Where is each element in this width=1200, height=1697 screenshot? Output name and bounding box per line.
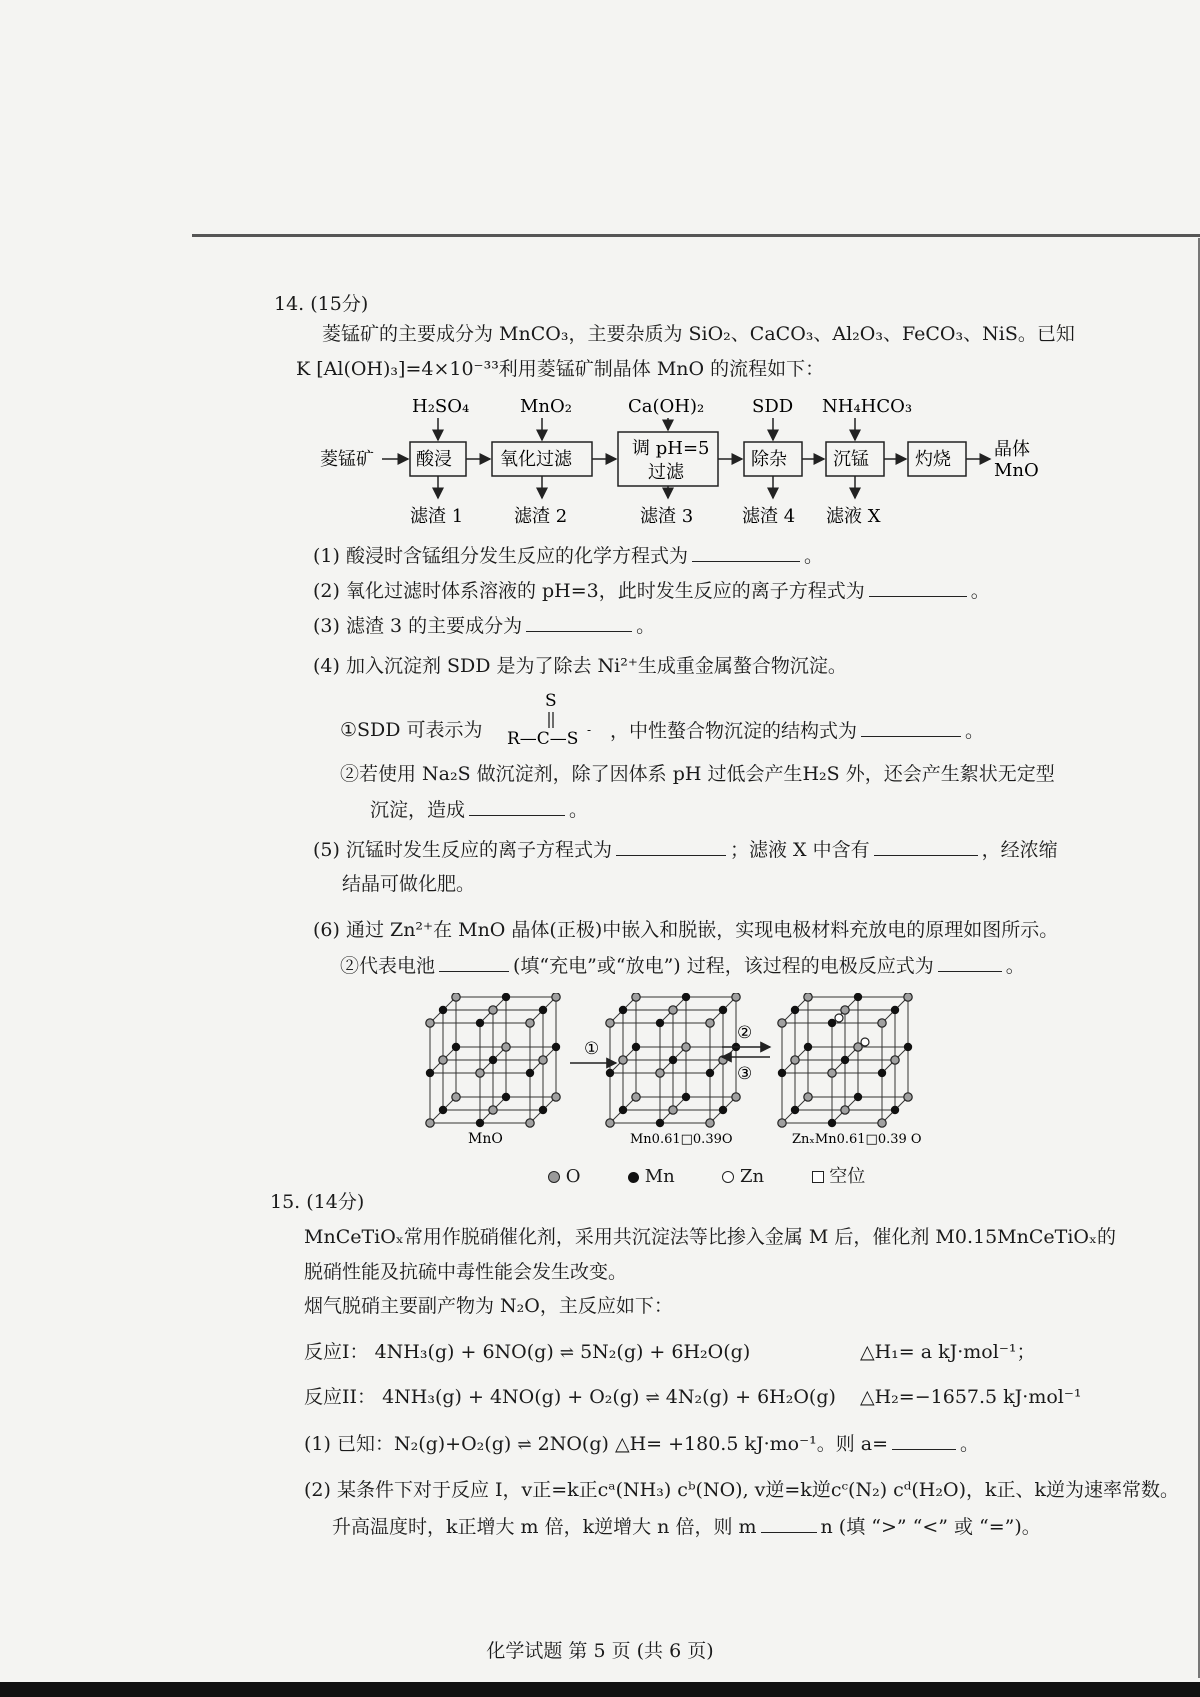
product-4: 滤渣 4 (742, 506, 796, 527)
answer-blank[interactable] (861, 718, 961, 737)
equilibrium-arrow-icon: ⇌ (559, 1343, 575, 1363)
q14-sub4a-pre: ①SDD 可表示为 (340, 719, 483, 741)
label-zn-mn-vacancy: ZnₓMn0.61□0.39 O (792, 1132, 922, 1147)
step-6: 灼烧 (915, 449, 951, 470)
page-top-rule (192, 234, 1200, 237)
page-footer: 化学试题 第 5 页 (共 6 页) (486, 1640, 714, 1662)
q15-sub1: (1) 已知：N₂(g)+O₂(g) ⇌ 2NO(g) △H= +180.5 kJ·mo⁻¹。则 a= 。 (304, 1433, 980, 1455)
step-1: 酸浸 (416, 449, 452, 470)
reagent-4: SDD (752, 396, 794, 417)
q14-sub6-line2: ②代表电池 (填“充电”或“放电”) 过程，该过程的电极反应式为 。 (340, 955, 1025, 977)
answer-blank[interactable] (439, 953, 509, 972)
label-mno: MnO (468, 1131, 503, 1147)
answer-blank[interactable] (761, 1514, 817, 1533)
q14-intro-line1: 菱锰矿的主要成分为 MnCO₃，主要杂质为 SiO₂、CaCO₃、Al₂O₃、FeCO₃、NiS。已知 (322, 323, 1075, 345)
crystal-legend: O Mn Zn 空位 (548, 1165, 865, 1189)
product-3: 滤渣 3 (640, 506, 694, 527)
flow-start: 菱锰矿 (320, 449, 374, 470)
q15-para3: 烟气脱硝主要副产物为 N₂O，主反应如下： (304, 1295, 673, 1317)
svg-text:S: S (545, 691, 557, 711)
reagent-5: NH₄HCO₃ (822, 396, 913, 417)
equilibrium-arrow-icon: ⇌ (517, 1435, 532, 1455)
q14-intro-line2: K [Al(OH)₃]=4×10⁻³³利用菱锰矿制晶体 MnO 的流程如下： (296, 358, 825, 380)
product-2: 滤渣 2 (514, 506, 568, 527)
q14-sub5-line2: 结晶可做化肥。 (342, 873, 476, 895)
q14-sub2: (2) 氧化过滤时体系溶液的 pH=3，此时发生反应的离子方程式为 。 (313, 580, 990, 602)
answer-blank[interactable] (526, 613, 632, 632)
answer-blank[interactable] (892, 1431, 956, 1450)
q15-sub2-line2: 升高温度时，k正增大 m 倍，k逆增大 n 倍，则 m n (填 “>” “<” 或 “=”)。 (332, 1516, 1041, 1538)
legend-zn-icon (722, 1171, 734, 1183)
answer-blank[interactable] (692, 543, 800, 562)
q14-sub4a-post: ，中性螯合物沉淀的结构式为 。 (610, 720, 985, 742)
step-3a: 调 pH=5 (632, 438, 710, 459)
q15-para1: MnCeTiOₓ常用作脱硝催化剂，采用共沉淀法等比掺入金属 M 后，催化剂 M0.15MnCeTiOₓ的 (304, 1226, 1117, 1248)
q14-sub6-line1: (6) 通过 Zn²⁺在 MnO 晶体(正极)中嵌入和脱嵌，实现电极材料充放电的原理如图所示。 (313, 919, 1059, 941)
product-5: 滤液 X (826, 506, 881, 527)
cube-mno (426, 993, 560, 1127)
q15-para2: 脱硝性能及抗硫中毒性能会发生改变。 (304, 1261, 628, 1283)
flow-end-2: MnO (994, 460, 1039, 481)
cube-mn-vacancy (606, 993, 740, 1127)
flow-end-1: 晶体 (994, 439, 1030, 460)
q14-sub4b-line1: ②若使用 Na₂S 做沉淀剂，除了因体系 pH 过低会产生H₂S 外，还会产生絮状无定型 (340, 763, 1055, 785)
arrow-1-label: ① (584, 1039, 600, 1059)
reaction-2-dh: △H₂=−1657.5 kJ·mol⁻¹ (860, 1386, 1082, 1408)
q15-header: 15. (14分) (270, 1191, 365, 1213)
q14-sub1: (1) 酸浸时含锰组分发生反应的化学方程式为 。 (313, 545, 823, 567)
step-4: 除杂 (751, 449, 787, 470)
step-5: 沉锰 (833, 449, 869, 470)
svg-text:-: - (587, 723, 592, 737)
q14-sub3: (3) 滤渣 3 的主要成分为 。 (313, 615, 656, 637)
q14-sub4: (4) 加入沉淀剂 SDD 是为了除去 Ni²⁺生成重金属螯合物沉淀。 (313, 655, 847, 677)
step-2: 氧化过滤 (500, 449, 572, 470)
reaction-1: 反应I： 4NH₃(g) + 6NO(g) ⇌ 5N₂(g) + 6H₂O(g) (304, 1341, 751, 1363)
sdd-structure (505, 688, 605, 750)
answer-blank[interactable] (874, 837, 978, 856)
q14-header: 14. (15分) (274, 293, 369, 315)
reagent-1: H₂SO₄ (412, 396, 470, 417)
legend-mn-icon (628, 1172, 639, 1183)
product-1: 滤渣 1 (410, 506, 464, 527)
step-3b: 过滤 (648, 462, 684, 483)
answer-blank[interactable] (616, 837, 726, 856)
q14-sub5-line1: (5) 沉锰时发生反应的离子方程式为 ；滤液 X 中含有 ，经浓缩 (313, 839, 1058, 861)
reagent-3: Ca(OH)₂ (628, 396, 705, 417)
equilibrium-arrow-icon: ⇌ (645, 1388, 660, 1408)
flow-diagram (310, 392, 1060, 530)
legend-o-icon (548, 1171, 560, 1183)
arrow-3-label: ③ (737, 1064, 753, 1084)
scan-bottom-edge (0, 1682, 1200, 1697)
q14-sub4b-line2: 沉淀，造成 。 (370, 799, 589, 821)
arrow-2-label: ② (737, 1023, 753, 1043)
answer-blank[interactable] (938, 953, 1002, 972)
answer-blank[interactable] (869, 578, 967, 597)
answer-blank[interactable] (469, 797, 565, 816)
reaction-2: 反应II： 4NH₃(g) + 4NO(g) + O₂(g) ⇌ 4N₂(g) + 6H₂O(g) (304, 1386, 836, 1408)
crystal-diagram (420, 993, 980, 1153)
q15-sub2-line1: (2) 某条件下对于反应 I，v正=k正cᵃ(NH₃) cᵇ(NO), v逆=k逆cᶜ(N₂) cᵈ(H₂O)，k正、k逆为速率常数。 (304, 1479, 1180, 1501)
reaction-1-dh: △H₁= a kJ·mol⁻¹； (860, 1341, 1036, 1363)
svg-text:R—C—S: R—C—S (507, 729, 579, 749)
legend-vacancy-icon (812, 1171, 824, 1183)
label-mn-vacancy: Mn0.61□0.39O (630, 1132, 733, 1147)
cube-zn-mn-vacancy (778, 993, 912, 1127)
reagent-2: MnO₂ (520, 396, 572, 417)
